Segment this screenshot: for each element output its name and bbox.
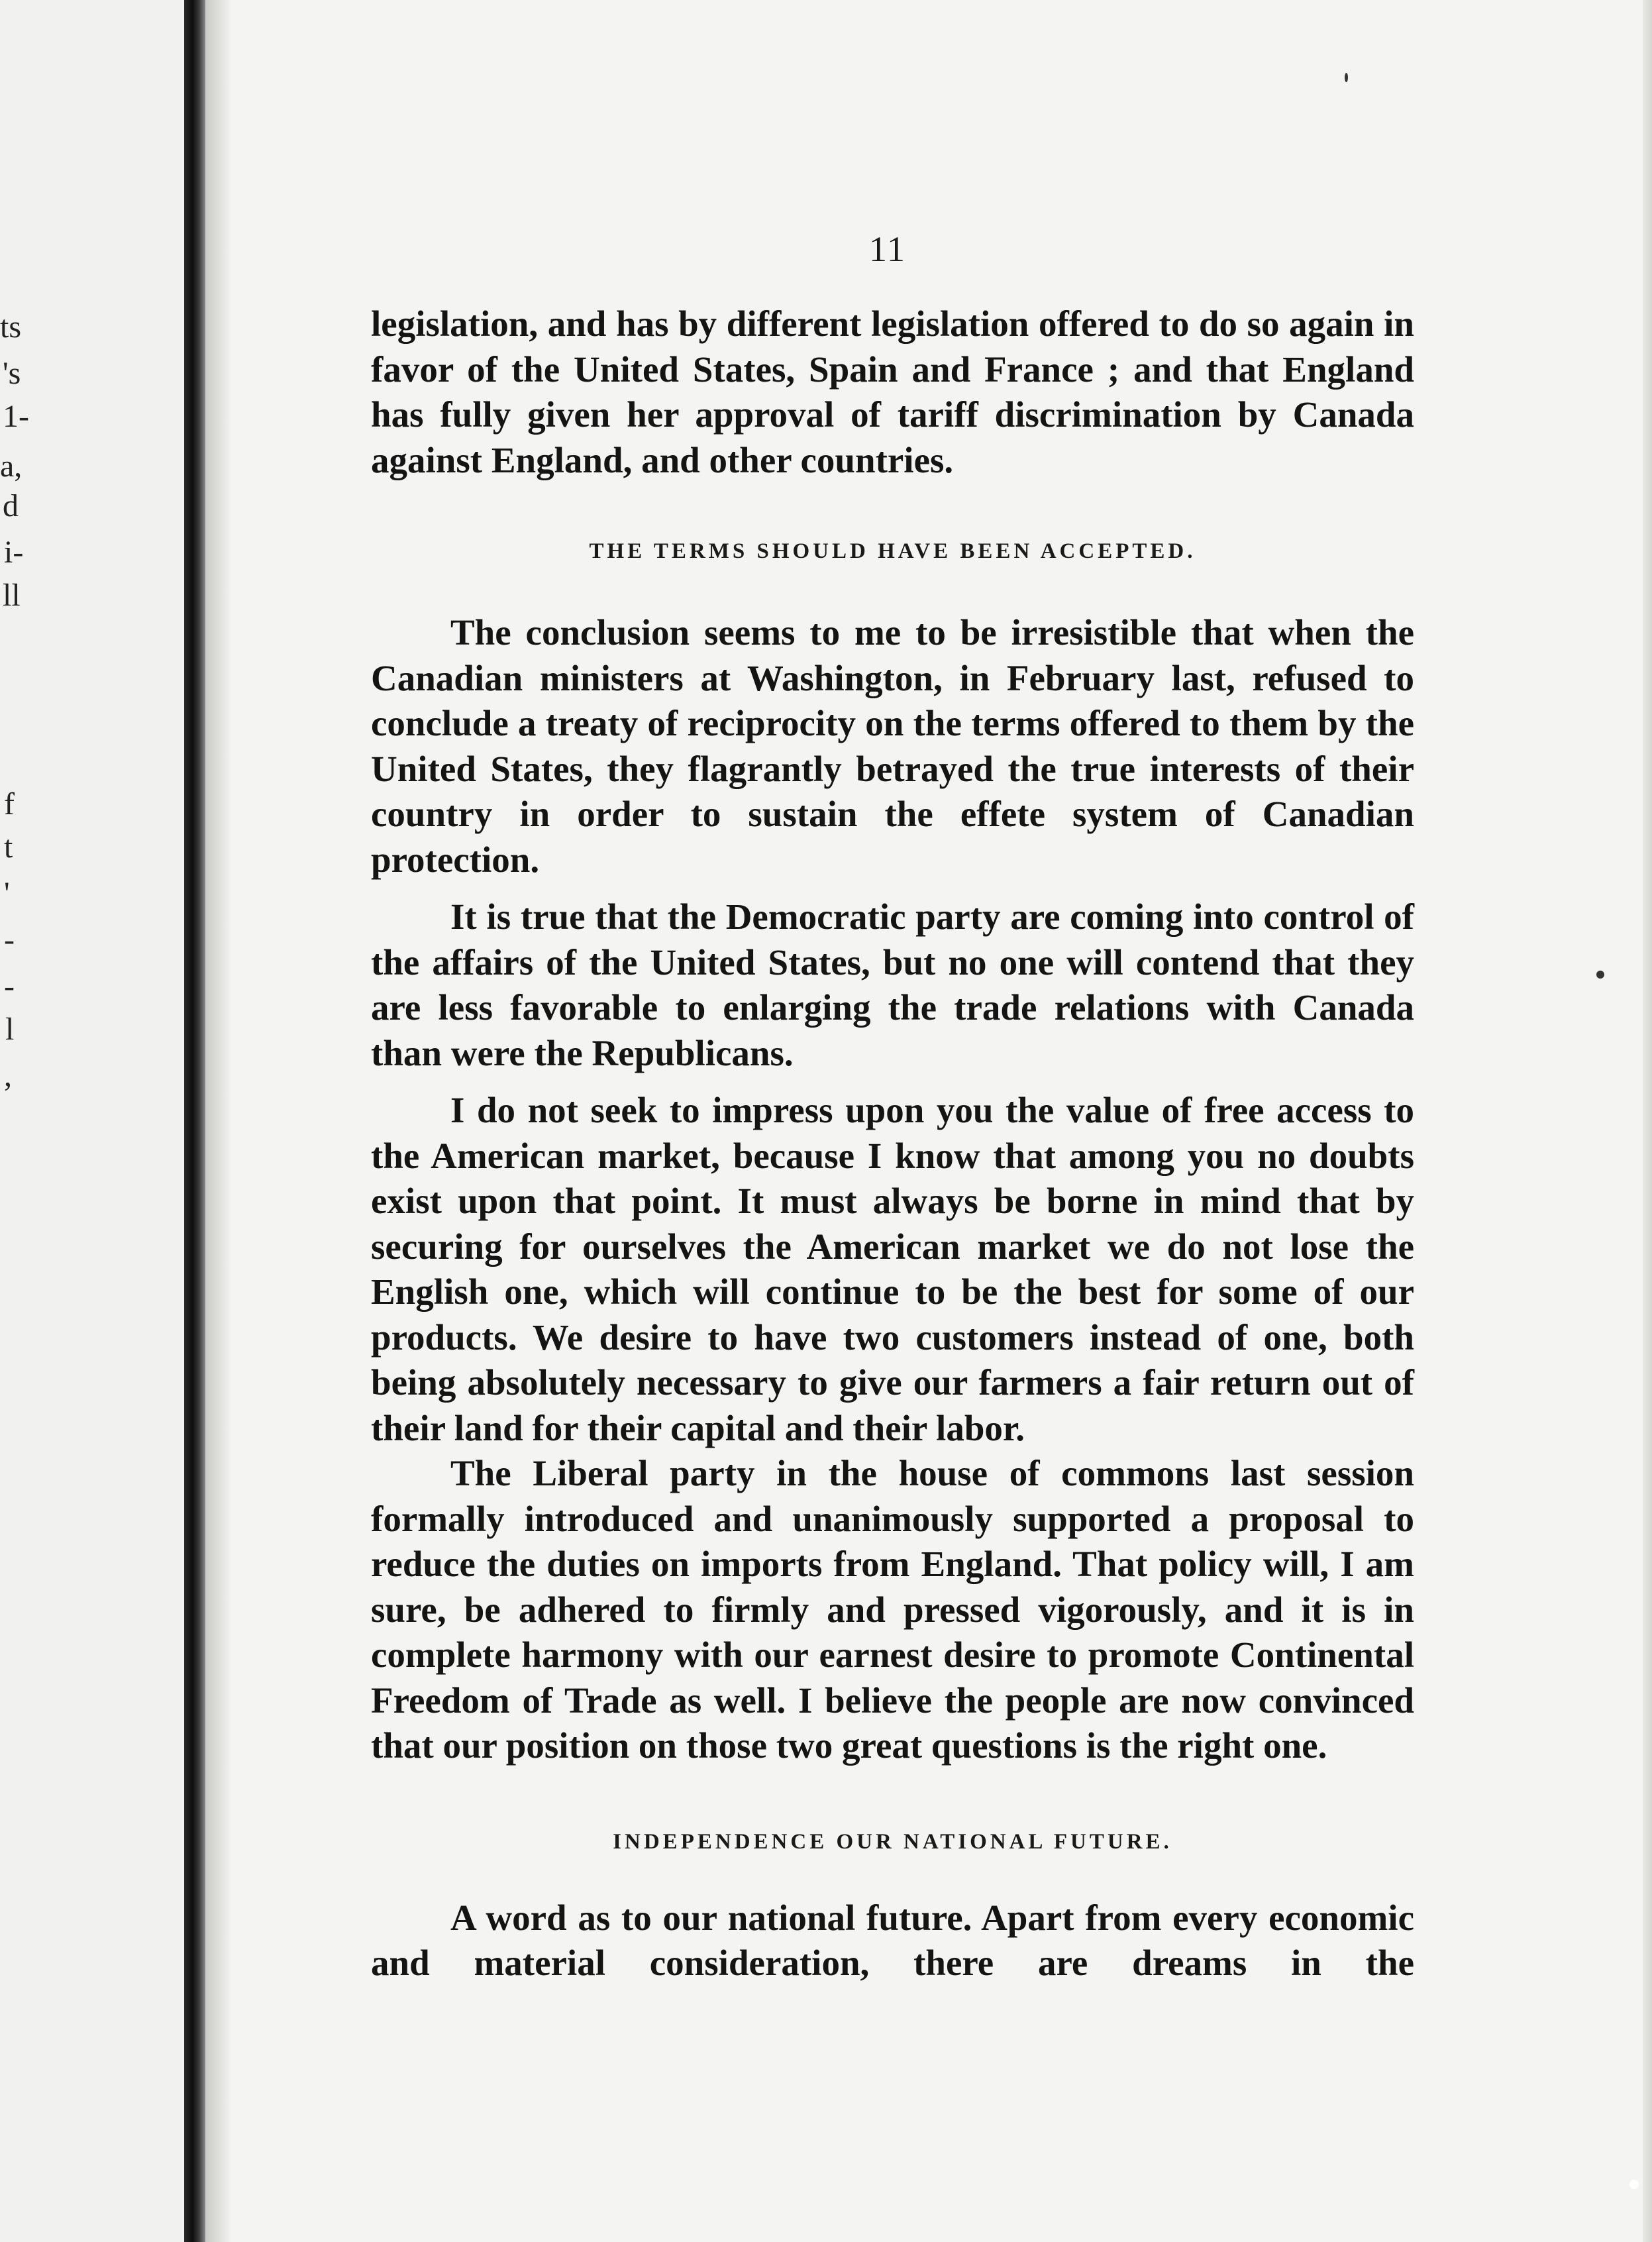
section-heading: INDEPENDENCE OUR NATIONAL FUTURE. [613, 1829, 1172, 1854]
paragraph: A word as to our national future. Apart from every economic and material consideration, there are dreams in the [371, 1897, 1414, 1983]
continuation-paragraph: legislation, and has by different legislation offered to do so again in favor of the United States, Spain and France ; and that England has fully given her approval of tariff discrimination by Canada against England, and other countries. [371, 303, 1414, 480]
bleed-text: f [4, 786, 15, 822]
bleed-text: d [3, 488, 19, 523]
book-gutter [184, 0, 205, 2242]
bleed-text: 's [3, 356, 21, 391]
bleed-text: , [4, 1058, 12, 1093]
bleed-text: - [4, 969, 15, 1004]
paragraph: The conclusion seems to me to be irresistible that when the Canadian ministers at Washington, in February last, refused to conclude a treaty of reciprocity on the terms offered to them by the United States, they flagrantly betrayed the true interests of their country in order to sustain the effete system of Canadian protection. [371, 612, 1414, 880]
bleed-text: i- [4, 535, 24, 570]
paragraph: It is true that the Democratic party are coming into control of the affairs of the United States, but no one will contend that they are less favorable to enlarging the trade relations with Canada than were the Republicans. [371, 896, 1414, 1073]
bleed-text: - [4, 922, 15, 957]
page-edge [1643, 0, 1652, 2242]
bleed-text: ' [4, 876, 10, 911]
gutter-shadow [205, 0, 232, 2242]
bleed-text: ts [0, 309, 22, 345]
bleed-text: l [5, 1012, 15, 1047]
print-speck [1345, 73, 1348, 82]
facing-page-margin [0, 0, 182, 2242]
bleed-text: 1- [3, 399, 29, 434]
bleed-text: ll [3, 578, 21, 613]
bleed-text: t [4, 829, 13, 865]
page-number: 11 [869, 229, 906, 269]
page-body [371, 301, 1414, 1986]
paragraph: I do not seek to impress upon you the value of free access to the American market, because I know that among you no doubts exist upon that point. It must always be borne in mind that by securing for ourselves the American market we do not lose the English one, which will continue to be the best for some of our products. We desire to have two customers instead of one, both being absolutely necessary to give our farmers a fair return out of their land for their capital and their labor. [371, 1090, 1414, 1448]
print-speck [1596, 971, 1604, 979]
paragraph: The Liberal party in the house of commons last session formally introduced and unanimously supported a proposal to reduce the duties on imports from England. That policy will, I am sure, be adhered to firmly and pressed vigorously, and it is in complete harmony with our earnest desire to promote Continental Freedom of Trade as well. I believe the people are now convinced that our position on those two great questions is the right one. [371, 1453, 1414, 1766]
section-heading: THE TERMS SHOULD HAVE BEEN ACCEPTED. [589, 539, 1196, 563]
print-speck [1629, 2180, 1639, 2189]
bleed-text: a, [0, 449, 23, 484]
